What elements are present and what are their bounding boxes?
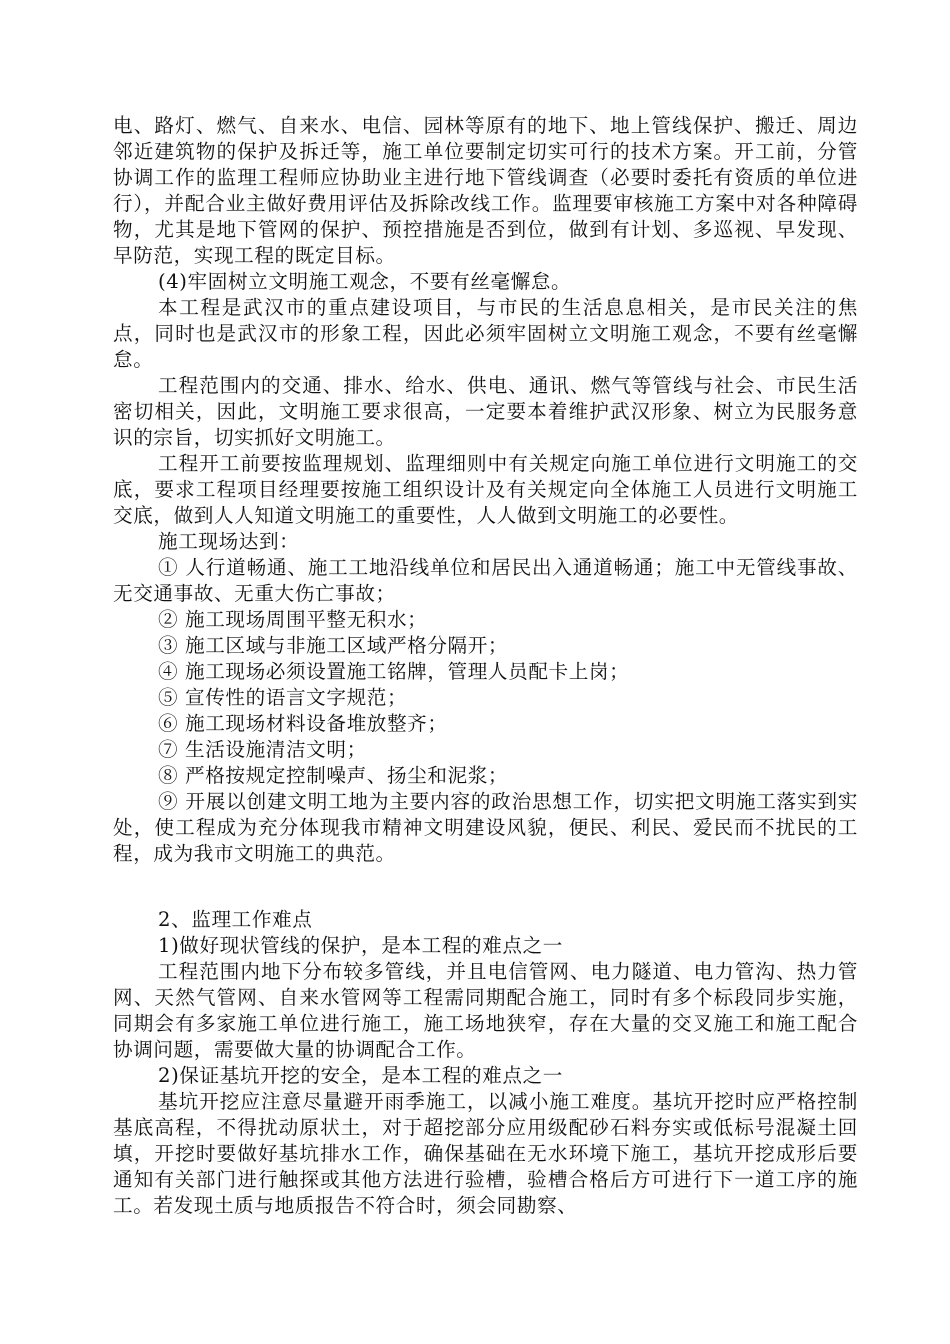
paragraph: ⑥ 施工现场材料设备堆放整齐； bbox=[158, 712, 448, 735]
paragraph: ⑨ 开展以创建文明工地为主要内容的政治思想工作，切实把文明施工落实到实处，使工程成为充分体现我市精神文明建设风貌，便民、利民、爱民而不扰民的工程，成为我市文明施工的典范。 bbox=[113, 790, 858, 865]
document-page bbox=[113, 113, 858, 1219]
paragraph: ③ 施工区域与非施工区域严格分隔开； bbox=[158, 634, 509, 657]
paragraph: 2、监理工作难点 bbox=[158, 908, 313, 931]
paragraph: (4)牢固树立文明施工观念，不要有丝毫懈怠。 bbox=[158, 270, 572, 293]
paragraph: 工程范围内地下分布较多管线，并且电信管网、电力隧道、电力管沟、热力管网、天然气管网、自来水管网等工程需同期配合施工，同时有多个标段同步实施，同期会有多家施工单位进行施工，施工场地狭窄，存在大量的交叉施工和施工配合协调问题，需要做大量的协调配合工作。 bbox=[113, 960, 858, 1061]
paragraph: 2)保证基坑开挖的安全，是本工程的难点之一 bbox=[158, 1064, 563, 1087]
paragraph: 本工程是武汉市的重点建设项目，与市民的生活息息相关，是市民关注的焦点，同时也是武汉市的形象工程，因此必须牢固树立文明施工观念，不要有丝毫懈怠。 bbox=[113, 296, 858, 371]
paragraph: ⑦ 生活设施清洁文明； bbox=[158, 738, 367, 761]
paragraph: 工程开工前要按监理规划、监理细则中有关规定向施工单位进行文明施工的交底，要求工程项目经理要按施工组织设计及有关规定向全体施工人员进行文明施工交底，做到人人知道文明施工的重要性，人人做到文明施工的必要性。 bbox=[113, 452, 858, 527]
paragraph: ⑤ 宣传性的语言文字规范； bbox=[158, 686, 408, 709]
paragraph: 工程范围内的交通、排水、给水、供电、通讯、燃气等管线与社会、市民生活密切相关，因此，文明施工要求很高，一定要本着维护武汉形象、树立为民服务意识的宗旨，切实抓好文明施工。 bbox=[113, 374, 858, 449]
section-gap bbox=[113, 867, 858, 907]
paragraph: ① 人行道畅通、施工工地沿线单位和居民出入通道畅通；施工中无管线事故、无交通事故、无重大伤亡事故； bbox=[113, 556, 858, 605]
paragraph: ④ 施工现场必须设置施工铭牌，管理人员配卡上岗； bbox=[158, 660, 630, 683]
paragraph: 电、路灯、燃气、自来水、电信、园林等原有的地下、地上管线保护、搬迁、周边邻近建筑物的保护及拆迁等，施工单位要制定切实可行的技术方案。开工前，分管协调工作的监理工程师应协助业主进行地下管线调查（必要时委托有资质的单位进行），并配合业主做好费用评估及拆除改线工作。监理要审核施工方案中对各种障碍物，尤其是地下管网的保护、预控措施是否到位，做到有计划、多巡视、早发现、早防范，实现工程的既定目标。 bbox=[113, 114, 858, 267]
paragraph: 基坑开挖应注意尽量避开雨季施工，以减小施工难度。基坑开挖时应严格控制基底高程，不得扰动原状土，对于超挖部分应用级配砂石料夯实或低标号混凝土回填，开挖时要做好基坑排水工作，确保基础在无水环境下施工，基坑开挖成形后要通知有关部门进行触探或其他方法进行验槽，验槽合格后方可进行下一道工序的施工。若发现土质与地质报告不符合时，须会同勘察、 bbox=[113, 1090, 858, 1217]
paragraph: ⑧ 严格按规定控制噪声、扬尘和泥浆； bbox=[158, 764, 509, 787]
paragraph: 施工现场达到： bbox=[158, 530, 300, 553]
paragraph: ② 施工现场周围平整无积水； bbox=[158, 608, 428, 631]
paragraph: 1)做好现状管线的保护，是本工程的难点之一 bbox=[158, 934, 563, 957]
